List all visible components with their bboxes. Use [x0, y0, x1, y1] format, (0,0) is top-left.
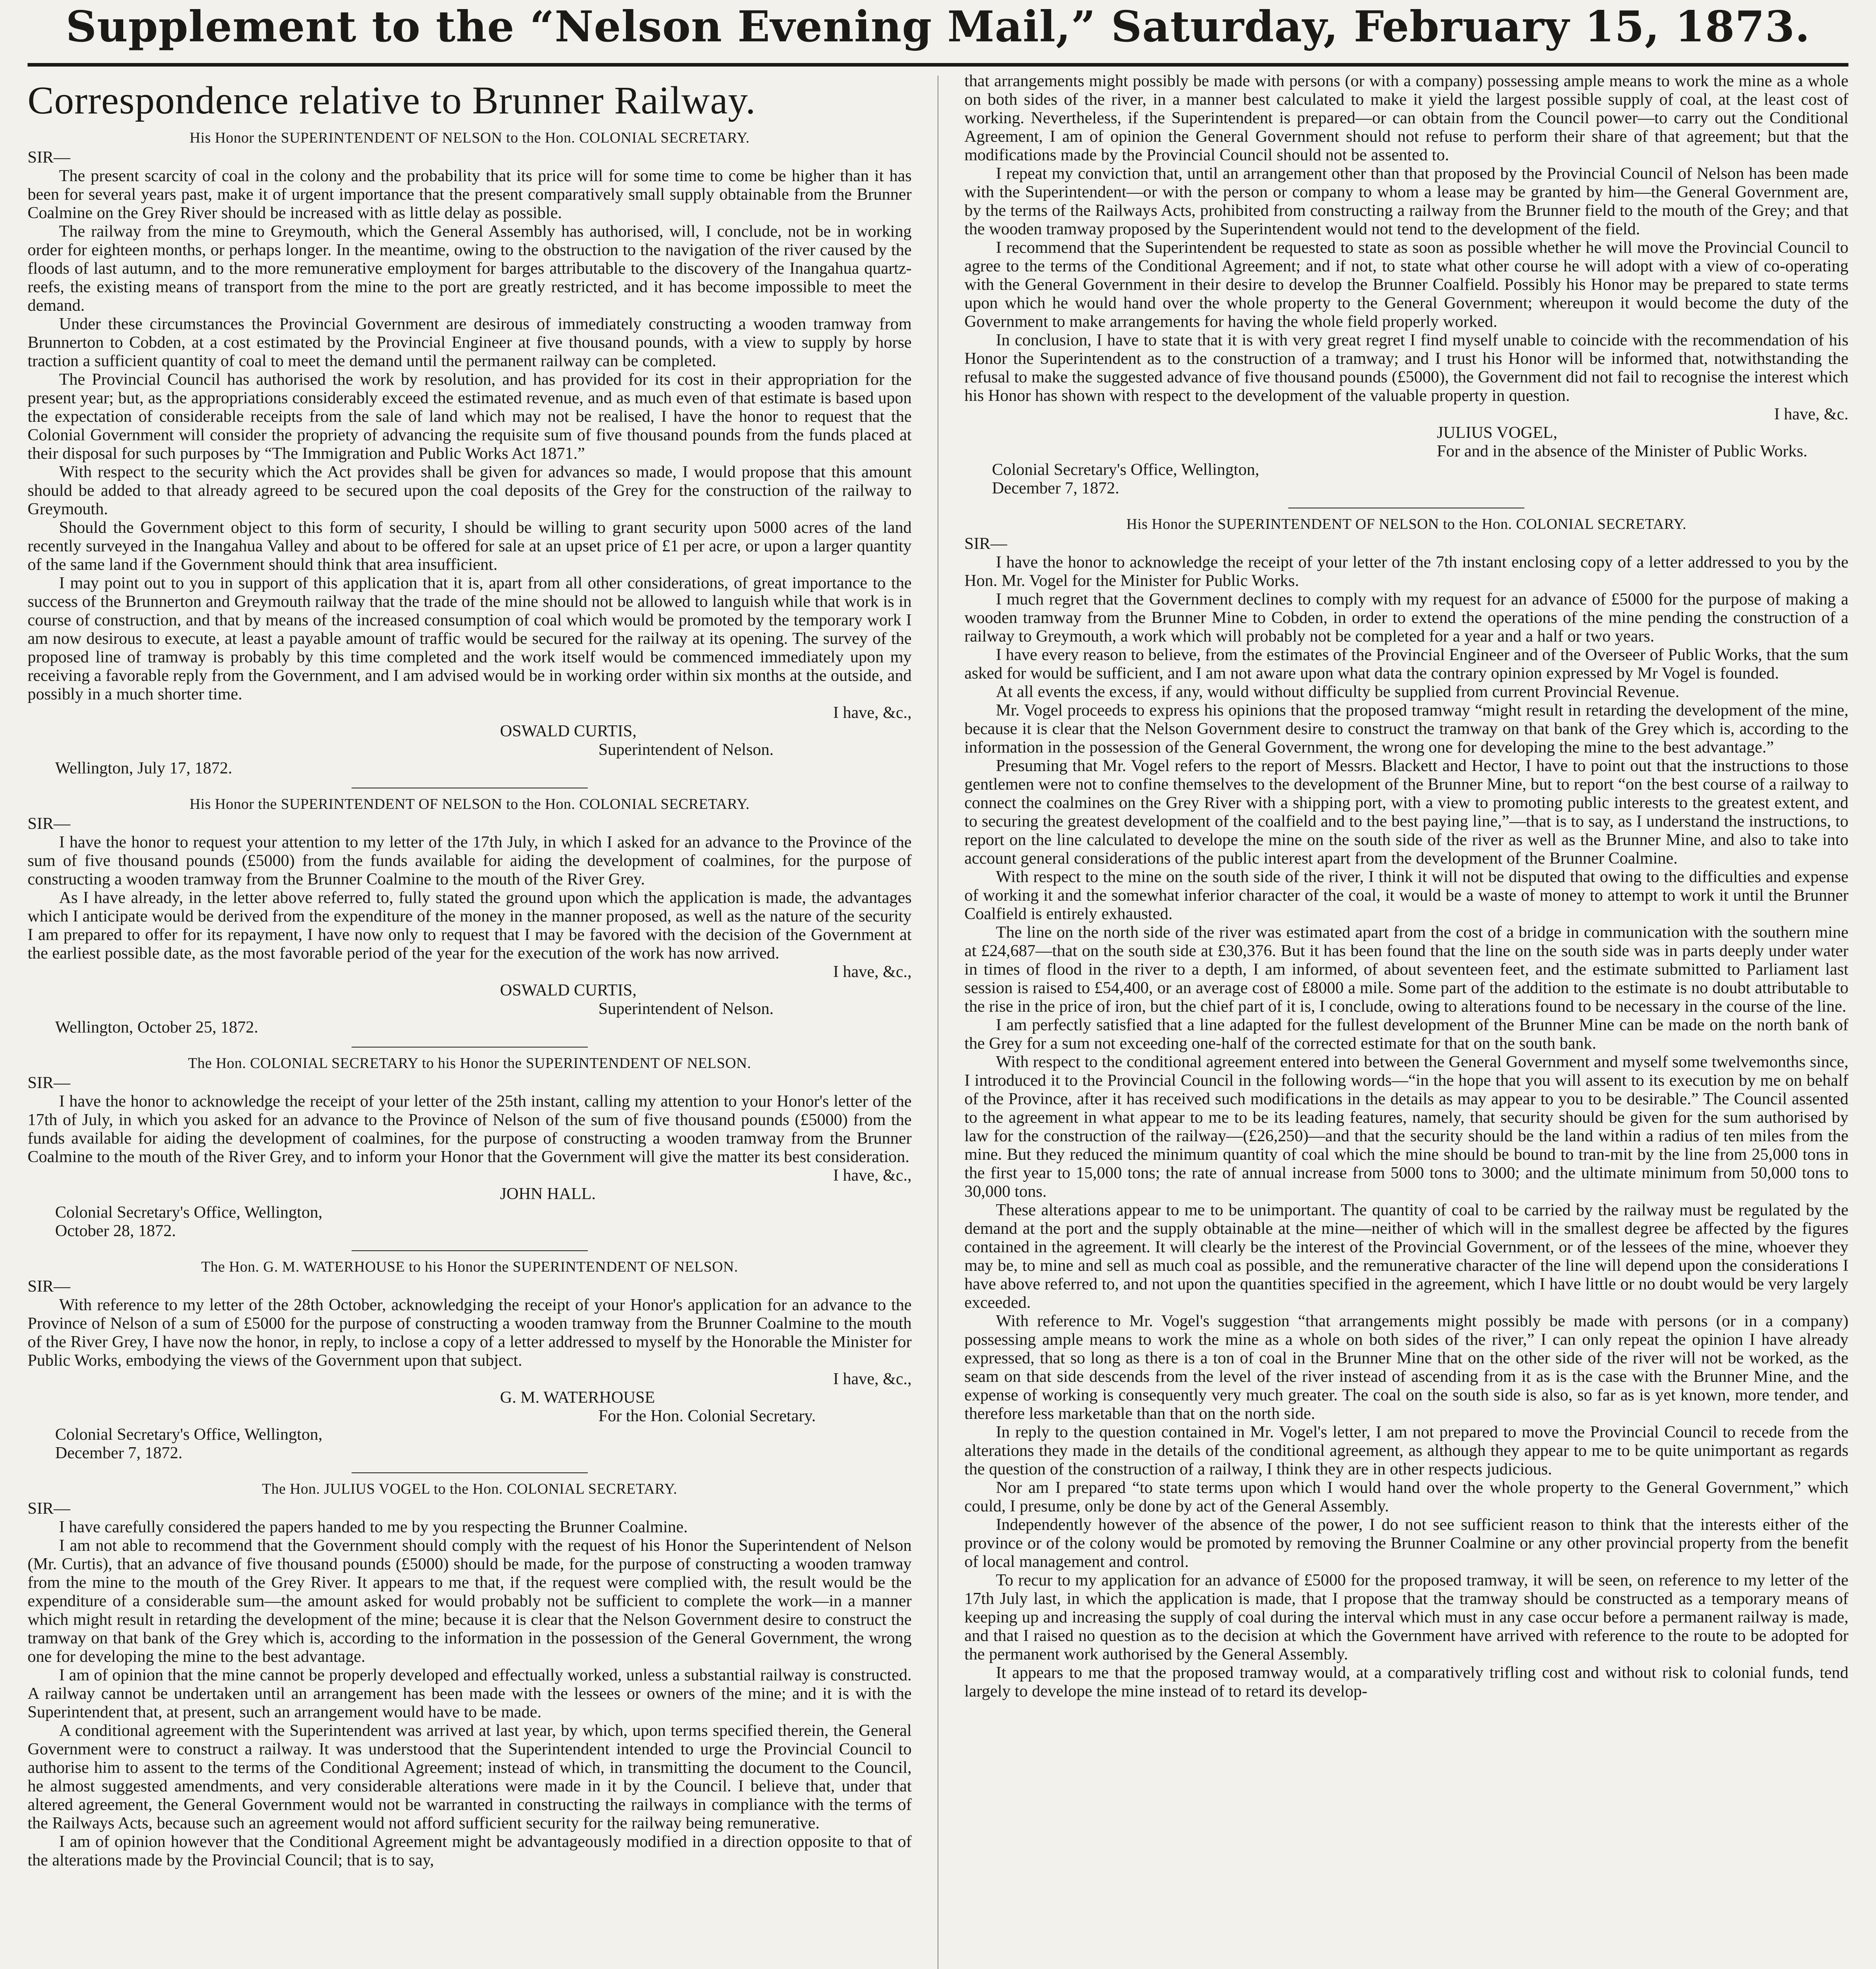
paragraph: In reply to the question contained in Mr. Vogel's letter, I am not prepared to move the Provincial Council to recede from the alterations they made in the details of the conditional agreement, as although they appear to me to be quite unimportant as regards the question of the construction of a railway, I think they are in other respects judicious. [964, 1423, 1848, 1478]
salutation: SIR— [28, 1073, 70, 1092]
dateline: Colonial Secretary's Office, Wellington, December 7, 1872. [992, 460, 1259, 497]
right-column [952, 72, 1848, 1969]
paragraph: I am of opinion however that the Conditional Agreement might be advantageously modified in a direction opposite to that of the alterations made by the Provincial Council; that is to say, [28, 1832, 912, 1869]
paragraph: Presuming that Mr. Vogel refers to the report of Messrs. Blackett and Hector, I have to point out that the instructions to those gentlemen were not to confine themselves to the development of the Brunner Mine, but to report “on the best course of a railway to connect the coalmines on the Grey River with a shipping port, with a view to promoting public interests to the greatest extent, and to securing the greatest development of the coalfield and to the best paying line,”—that is to say, as I understand the instructions, to report on the line calculated to develope the mine on the south side of the river as well as the Brunner Mine, and also to take into account general considerations of the public interest apart from the development of the Brunner Coalmine. [964, 756, 1848, 868]
letter-heading: The Hon. JULIUS VOGEL to the Hon. COLONIAL SECRETARY. [262, 1481, 678, 1497]
paragraph: I am not able to recommend that the Government should comply with the request of his Honor the Superintendent of Nelson (Mr. Curtis), that an advance of five thousand pounds (£5000) should be made, for the purpose of constructing a wooden tramway from the mine to the mouth of the Grey River. It appears to me that, if the request were complied with, the result would be the expenditure of a considerable sum—the amount asked for would probably not be sufficient to complete the work—in a manner which might result in retarding the development of the mine; because it is clear that the Nelson Government desire to construct the tramway on that bank of the Grey which is, according to the information in the possession of the General Government, the wrong one for developing the mine to the best advantage. [28, 1536, 912, 1666]
letter-heading: His Honor the SUPERINTENDENT OF NELSON to the Hon. COLONIAL SECRETARY. [189, 130, 750, 146]
letter-heading: The Hon. G. M. WATERHOUSE to his Honor the SUPERINTENDENT OF NELSON. [201, 1259, 738, 1275]
dateline: Wellington, October 25, 1872. [55, 1018, 258, 1036]
paragraph: I am of opinion that the mine cannot be properly developed and effectually worked, unless a substantial railway is constructed. A railway cannot be undertaken until an arrangement has been made with the lessees or owners of the mine; and it is with the Superintendent that, at present, such an arrangement would have to be made. [28, 1666, 912, 1721]
dateline: Colonial Secretary's Office, Wellington, December 7, 1872. [55, 1425, 322, 1462]
signature: G. M. WATERHOUSE [500, 1388, 655, 1407]
signature: OSWALD CURTIS, [500, 722, 637, 740]
paragraph: The railway from the mine to Greymouth, which the General Assembly has authorised, will, I conclude, not be in working order for eighteen months, or perhaps longer. In the meantime, owing to the obstruction to the navigation of the river caused by the floods of last autumn, and to the more remunerative employment for barges attributable to the discovery of the Inangahua quartz-reefs, the existing means of transport from the mine to the port are greatly restricted, and it has become impossible to meet the demand. [28, 222, 912, 315]
paragraph: I have the honor to request your attention to my letter of the 17th July, in which I asked for an advance to the Province of the sum of five thousand pounds (£5000) from the funds available for aiding the development of coalmines, for the purpose of constructing a wooden tramway from the Brunner Coalmine to the mouth of the River Grey. [28, 833, 912, 888]
masthead-rule [28, 63, 1848, 67]
signatory-title: Superintendent of Nelson. [598, 999, 774, 1018]
paragraph: I much regret that the Government declines to comply with my request for an advance of £5000 for the purpose of making a wooden tramway from the Brunner Mine to Cobden, in order to extend the operations of the mine pending the construction of a railway to Greymouth, a work which will probably not be completed for a year and a half or two years. [964, 590, 1848, 645]
salutation: SIR— [964, 534, 1007, 553]
letter-heading: His Honor the SUPERINTENDENT OF NELSON to the Hon. COLONIAL SECRETARY. [189, 796, 750, 812]
closing: I have, &c. [1774, 405, 1848, 423]
salutation: SIR— [28, 148, 70, 167]
dateline: Colonial Secretary's Office, Wellington, October 28, 1872. [55, 1203, 322, 1240]
paragraph: I am perfectly satisfied that a line adapted for the fullest development of the Brunner Mine can be made on the north bank of the Grey for a sum not exceeding one-half of the corrected estimate for that on the south bank. [964, 1016, 1848, 1053]
paragraph: I recommend that the Superintendent be requested to state as soon as possible whether he will move the Provincial Council to agree to the terms of the Conditional Agreement; and if not, to state what other course he will adopt with a view of co-operating with the General Government in their desire to develop the Brunner Coalfield. Possibly his Honor may be prepared to state terms upon which he would hand over the whole property to the General Government; whereupon it would become the duty of the Government to make arrangements for having the whole field properly worked. [964, 238, 1848, 331]
paragraph: Should the Government object to this form of security, I should be willing to grant security upon 5000 acres of the land recently surveyed in the Inangahua Valley and about to be offered for sale at an upset price of £1 per acre, or upon a larger quantity of the same land if the Government should think that area insufficient. [28, 518, 912, 574]
salutation: SIR— [28, 1277, 70, 1296]
salutation: SIR— [28, 1499, 70, 1518]
closing: I have, &c., [833, 962, 912, 981]
paragraph: The present scarcity of coal in the colony and the probability that its price will for some time to come be higher than it has been for several years past, make it of urgent importance that the present comparatively small supply obtainable from the Brunner Coalmine on the Grey River should be increased with as little delay as possible. [28, 167, 912, 222]
paragraph: A conditional agreement with the Superintendent was arrived at last year, by which, upon terms specified therein, the General Government were to construct a railway. It was understood that the Superintendent intended to urge the Provincial Council to authorise him to assent to the terms of the Conditional Agreement; instead of which, in transmitting the document to the Council, he almost suggested amendments, and very considerable alterations were made in it by the Council. I believe that, under that altered agreement, the General Government would not be warranted in constructing the railways in compliance with the terms of the Railways Acts, because such an agreement would not afford sufficient security for the railway being remunerative. [28, 1721, 912, 1832]
paragraph: It appears to me that the proposed tramway would, at a comparatively trifling cost and without risk to colonial funds, tend largely to develope the mine instead of to retard its develop- [964, 1663, 1848, 1700]
salutation: SIR— [28, 814, 70, 833]
article-title: Correspondence relative to Brunner Railway. [28, 78, 756, 122]
paragraph: As I have already, in the letter above referred to, fully stated the ground upon which the application is made, the advantages which I anticipate would be derived from the expenditure of the money in the manner proposed, as well as the nature of the security I am prepared to offer for its repayment, I have now only to request that I may be favored with the decision of the Government at the earliest possible date, as the most favorable period of the year for the execution of the work has now arrived. [28, 888, 912, 962]
paragraph: With reference to Mr. Vogel's suggestion “that arrangements might possibly be made with persons (or in a company) possessing ample means to work the mine as a whole on both sides of the river,” I can only repeat the opinion I have already expressed, that so long as there is a ton of coal in the Brunner Mine that on the other side of the river will not be worked, as the seam on that side descends from the level of the river instead of ascending from it as is the case with the Brunner Mine, and the expense of working is consequently very much greater. The coal on the south side is also, so far as is yet known, more tender, and therefore less marketable than that on the north side. [964, 1312, 1848, 1423]
paragraph: With respect to the security which the Act provides shall be given for advances so made, I would propose that this amount should be added to that already agreed to be secured upon the coal deposits of the Grey for the construction of the railway to Greymouth. [28, 463, 912, 518]
paragraph: These alterations appear to me to be unimportant. The quantity of coal to be carried by the railway must be regulated by the demand at the port and the supply obtainable at the mine—neither of which will in the smallest degree be affected by the figures contained in the agreement. It will clearly be the interest of the Provincial Government, or of the lessees of the mine, whoever they may be, to mine and sell as much coal as possible, and the remunerative character of the line will depend upon the considerations I have above referred to, and not upon the quantities specified in the agreement, which I have little or no doubt would be very largely exceeded. [964, 1201, 1848, 1312]
section-rule [352, 1472, 588, 1473]
signature: JOHN HALL. [500, 1185, 596, 1203]
signature: JULIUS VOGEL, [1437, 423, 1557, 442]
section-rule [352, 1250, 588, 1251]
masthead: Supplement to the “Nelson Evening Mail,” Saturday, February 15, 1873. [66, 2, 1810, 52]
paragraph: I have the honor to acknowledge the receipt of your letter of the 25th instant, calling my attention to your Honor's letter of the 17th of July, in which you asked for an advance to the Province of Nelson of the sum of five thousand pounds (£5000) from the funds available for aiding the development of coalmines, for the purpose of constructing a wooden tramway from the Brunner Coalmine to the mouth of the River Grey, and to inform your Honor that the Government will give the matter its best consideration. [28, 1092, 912, 1166]
dateline: Wellington, July 17, 1872. [55, 759, 232, 777]
letter-heading: The Hon. COLONIAL SECRETARY to his Honor the SUPERINTENDENT OF NELSON. [188, 1055, 751, 1072]
paragraph: To recur to my application for an advance of £5000 for the proposed tramway, it will be seen, on reference to my letter of the 17th July last, in which the application is made, that I propose that the tramway should be constructed as a temporary means of keeping up and increasing the supply of coal during the interval which must in any case occur before a permanent railway is made, and that I raised no question as to the decision at which the Government have arrived with reference to the route to be adopted for the permanent work authorised by the General Assembly. [964, 1571, 1848, 1663]
paragraph: I have every reason to believe, from the estimates of the Provincial Engineer and of the Overseer of Public Works, that the sum asked for would be sufficient, and I am not aware upon what data the contrary opinion expressed by Mr Vogel is founded. [964, 645, 1848, 682]
paragraph: Independently however of the absence of the power, I do not see sufficient reason to think that the interests either of the province or of the colony would be promoted by removing the Brunner Coalmine or any other provincial property from the benefit of local management and control. [964, 1515, 1848, 1571]
closing: I have, &c., [833, 1370, 912, 1388]
column-divider [938, 76, 939, 1969]
paragraph: I repeat my conviction that, until an arrangement other than that proposed by the Provincial Council of Nelson has been made with the Superintendent—or with the person or company to whom a lease may be granted by him—the General Government are, by the terms of the Railways Acts, prohibited from constructing a railway from the Brunner field to the mouth of the Grey; and that the wooden tramway proposed by the Superintendent would not tend to the development of the field. [964, 164, 1848, 238]
paragraph: With respect to the mine on the south side of the river, I think it will not be disputed that owing to the difficulties and expense of working it and the somewhat inferior character of the coal, it would be a waste of money to attempt to work it until the Brunner Coalfield is entirely exhausted. [964, 868, 1848, 923]
letter-heading: His Honor the SUPERINTENDENT OF NELSON to the Hon. COLONIAL SECRETARY. [1126, 516, 1687, 532]
columns [28, 72, 1848, 1969]
paragraph: With respect to the conditional agreement entered into between the General Government and myself some twelvemonths since, I introduced it to the Provincial Council in the following words—“in the hope that you will assent to its execution by me on behalf of the Province, after it has received such modifications in the details as may appear to you to be desirable.” The Council assented to the agreement in what appear to me to be its leading features, namely, that security should be given for the sum authorised by law for the construction of the railway—(£26,250)—and that the security should be the land within a radius of ten miles from the mine. But they reduced the minimum quantity of coal which the mine should be bound to tran-mit by the line from 25,000 tons in the first year to 15,000 tons; the rate of annual increase from 5000 tons to 3000; and the ultimate minimum from 50,000 tons to 30,000 tons. [964, 1053, 1848, 1201]
paragraph: Mr. Vogel proceeds to express his opinions that the proposed tramway “might result in retarding the development of the mine, because it is clear that the Nelson Government desire to construct the tramway on that bank of the Grey which is, according to the information in the possession of the General Government, the wrong one for developing the mine to the best advantage.” [964, 701, 1848, 756]
signature: OSWALD CURTIS, [500, 981, 637, 999]
closing: I have, &c., [833, 1166, 912, 1185]
left-column [28, 72, 924, 1969]
signatory-title: Superintendent of Nelson. [598, 740, 774, 759]
paragraph: that arrangements might possibly be made with persons (or with a company) possessing ample means to work the mine as a whole on both sides of the river, in a manner best calculated to make it yield the largest possible supply of coal, at the least cost of working. Nevertheless, if the Superintendent is prepared—or can obtain from the Council power—to carry out the Conditional Agreement, I am of opinion the General Government should not refuse to perform their share of that agreement; but that the modifications made by the Provincial Council should not be assented to. [964, 72, 1848, 164]
paragraph: Under these circumstances the Provincial Government are desirous of immediately constructing a wooden tramway from Brunnerton to Cobden, at a cost estimated by the Provincial Engineer at five thousand pounds, with a view to supply by horse traction a sufficient quantity of coal to meet the demand until the permanent railway can be completed. [28, 315, 912, 370]
signatory-title: For the Hon. Colonial Secretary. [598, 1407, 816, 1425]
closing: I have, &c., [833, 703, 912, 722]
paragraph: I have carefully considered the papers handed to me by you respecting the Brunner Coalmine. [59, 1518, 688, 1536]
paragraph: At all events the excess, if any, would without difficulty be supplied from current Provincial Revenue. [996, 682, 1680, 701]
section-rule [352, 1047, 588, 1048]
paragraph: The line on the north side of the river was estimated apart from the cost of a bridge in communication with the southern mine at £24,687—that on the south side at £30,376. But it has been found that the line on the south side was in parts deeply under water in times of flood in the river to a depth, I am informed, of about seventeen feet, and the estimate submitted to Parliament last session is raised to £54,400, or an average cost of £8000 a mile. Some part of the addition to the estimate is no doubt attributable to the rise in the price of iron, but the chief part of it is, I conclude, owing to alterations found to be necessary in the course of the line. [964, 923, 1848, 1016]
paragraph: In conclusion, I have to state that it is with very great regret I find myself unable to coincide with the recommendation of his Honor the Superintendent as to the construction of a tramway; and I trust his Honor will be informed that, notwithstanding the refusal to make the suggested advance of five thousand pounds (£5000), the Government did not fail to recognise the interest which his Honor has shown with respect to the development of the valuable property in question. [964, 331, 1848, 405]
signatory-title: For and in the absence of the Minister of Public Works. [1437, 442, 1807, 460]
paragraph: With reference to my letter of the 28th October, acknowledging the receipt of your Honor's application for an advance to the Province of Nelson of a sum of £5000 for the purpose of constructing a wooden tramway from the Brunner Coalmine to the mouth of the River Grey, I have now the honor, in reply, to inclose a copy of a letter addressed to myself by the Honorable the Minister for Public Works, embodying the views of the Government upon that subject. [28, 1296, 912, 1370]
paragraph: I may point out to you in support of this application that it is, apart from all other considerations, of great importance to the success of the Brunnerton and Greymouth railway that the trade of the mine should not be allowed to languish while that work is in course of construction, and that by means of the increased consumption of coal which would be promoted by the temporary work I am now desirous to execute, at least a payable amount of traffic would be secured for the railway at its opening. The survey of the proposed line of tramway is probably by this time completed and the work itself would be commenced immediately upon my receiving a favorable reply from the Government, and I am advised would be in working order within six months at the outside, and possibly in a much shorter time. [28, 574, 912, 703]
paragraph: I have the honor to acknowledge the receipt of your letter of the 7th instant enclosing copy of a letter addressed to you by the Hon. Mr. Vogel for the Minister for Public Works. [964, 553, 1848, 590]
paragraph: The Provincial Council has authorised the work by resolution, and has provided for its cost in their appropriation for the present year; but, as the appropriations considerably exceed the estimated revenue, and as much even of that estimate is based upon the expectation of considerable receipts from the sale of land which may not be realised, I have the honor to request that the Colonial Government will consider the propriety of advancing the requisite sum of five thousand pounds from the funds placed at their disposal for such purposes by “The Immigration and Public Works Act 1871.” [28, 370, 912, 463]
paragraph: Nor am I prepared “to state terms upon which I would hand over the whole property to the General Government,” which could, I presume, only be done by act of the General Assembly. [964, 1478, 1848, 1515]
